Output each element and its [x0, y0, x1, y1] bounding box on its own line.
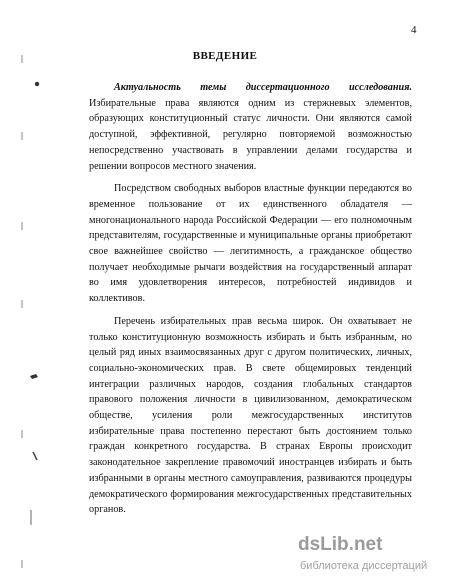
watermark-caption: библиотека диссертаций [300, 560, 428, 572]
page-number: 4 [411, 24, 417, 36]
paragraph-elections: Посредством свободных выборов властные функции передаются во временное пользование от их единственного обладателя — многонационального народа Российской Федерации — его полномочным представителям, государственные и муниципальные органы приобретают свое важнейшее свойство — легитимность, а гражданское общество получает необходимые рычаги воздействия на государственный аппарат во имя удовлетворения интересов, потребностей индивидов и коллективов. [89, 183, 412, 305]
logo-tld: net [353, 534, 383, 555]
scan-mark [33, 452, 37, 460]
dslib-watermark [298, 534, 446, 576]
scan-mark [30, 374, 38, 379]
body-text [89, 80, 412, 525]
section-title: ВВЕДЕНИЕ [192, 50, 258, 62]
paragraph-lead: Актуальность темы диссертационного исследования. [114, 82, 412, 93]
dslib-logo [298, 534, 382, 556]
paragraph-text: Избирательные права являются одним из стержневых элементов, образующих конституционный статус личности. Они являются самой доступной, эффективной, регулярно повторяемой возможностью непосредственно участвовать в управлении делами государства и решении вопросов местного значения. [89, 97, 412, 172]
paragraph-rights-list: Перечень избирательных прав весьма широк. Он охватывает не только конституционную возможность избирать и быть избранным, но целый ряд иных взаимосвязанных друг с другом политических, личных, социально-экономических прав. В свете общемировых тенденций интеграции различных народов, создания глобальных стандартов правового положения личности в цивилизованном, демократическом обществе, усиления роли межгосударственных институтов избирательные права постепенно перестают быть достоянием только граждан конкретного государства. В странах Европы происходит законодательное закрепление правомочий иностранцев избирать и быть избранными в органы местного самоуправления, развиваются процедуры демократического формирования межгосударственных представительных органов. [89, 315, 412, 516]
logo-dot: . [348, 534, 354, 555]
logo-main: dsLib [298, 534, 349, 555]
scan-mark [35, 82, 39, 86]
paragraph-relevance [89, 80, 412, 174]
